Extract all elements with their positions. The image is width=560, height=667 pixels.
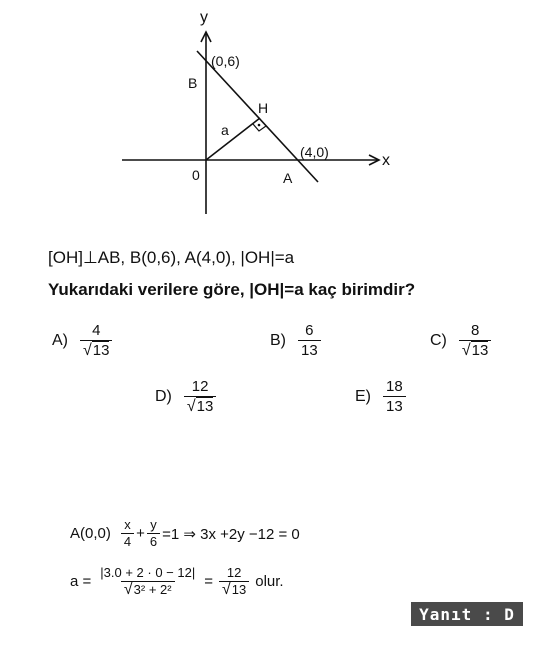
x-axis-label: x bbox=[382, 152, 390, 169]
sqrt-symbol: √ bbox=[83, 342, 92, 359]
problem-premise: [OH]⊥AB, B(0,6), A(4,0), |OH|=a bbox=[48, 248, 295, 267]
a-equals: a = bbox=[70, 573, 92, 590]
line-AB bbox=[197, 51, 318, 182]
point-H-label: H bbox=[258, 100, 269, 116]
fraction-x-over-4 bbox=[121, 518, 134, 549]
choice-label: A) bbox=[52, 331, 68, 349]
coordinate-figure bbox=[0, 0, 560, 240]
radicand: 13 bbox=[196, 398, 214, 415]
radicand: 13 bbox=[92, 342, 110, 359]
choice-label: B) bbox=[270, 331, 286, 349]
point-B-coord: (0,6) bbox=[211, 53, 240, 69]
choice-a[interactable] bbox=[52, 322, 112, 359]
numerator: 12 bbox=[191, 378, 209, 395]
right-angle-dot bbox=[258, 124, 261, 127]
choice-label: D) bbox=[155, 387, 172, 405]
choice-label: E) bbox=[355, 387, 371, 405]
choice-d[interactable] bbox=[155, 378, 216, 415]
segment-a-label: a bbox=[221, 122, 229, 138]
solution-start: A(0,0) bbox=[70, 525, 111, 542]
denominator: 13 bbox=[383, 396, 406, 415]
denominator bbox=[184, 396, 216, 415]
y-axis-label: y bbox=[200, 9, 208, 26]
choice-c[interactable] bbox=[430, 322, 491, 359]
denominator bbox=[459, 340, 491, 359]
numerator: 6 bbox=[305, 322, 314, 339]
numerator: x bbox=[124, 517, 131, 532]
point-A-label: A bbox=[283, 170, 293, 186]
radicand: 13 bbox=[471, 342, 489, 359]
denominator bbox=[219, 581, 249, 597]
denominator bbox=[80, 340, 112, 359]
choice-e[interactable] bbox=[355, 378, 406, 415]
fraction-y-over-6 bbox=[147, 518, 160, 549]
solution-line-2 bbox=[70, 566, 284, 597]
sqrt-symbol: √ bbox=[221, 581, 231, 598]
numerator: |3.0 + 2 · 0 − 12| bbox=[100, 565, 196, 580]
plus-sign: + bbox=[136, 525, 145, 542]
denominator: 6 bbox=[147, 533, 160, 549]
sqrt-symbol: √ bbox=[461, 342, 471, 359]
denominator: 13 bbox=[298, 340, 321, 359]
problem-question: Yukarıdaki verilere göre, |OH|=a kaç birimdir? bbox=[48, 280, 416, 299]
numerator: 8 bbox=[470, 322, 480, 339]
choice-fraction bbox=[383, 378, 406, 415]
point-A-coord: (4,0) bbox=[300, 144, 329, 160]
choice-label: C) bbox=[430, 331, 447, 349]
segment-OH bbox=[206, 118, 260, 160]
sqrt-symbol: √ bbox=[123, 581, 133, 598]
numerator: 4 bbox=[92, 322, 101, 339]
choice-b[interactable] bbox=[270, 322, 321, 359]
numerator: y bbox=[150, 517, 157, 532]
sqrt-symbol: √ bbox=[186, 398, 196, 415]
choice-fraction bbox=[184, 378, 216, 415]
olur-text: olur. bbox=[255, 573, 284, 590]
distance-fraction bbox=[97, 566, 198, 597]
radicand: 3² + 2² bbox=[133, 582, 172, 597]
choice-fraction bbox=[459, 322, 491, 359]
denominator: 4 bbox=[121, 533, 134, 549]
answer-badge: Yanıt : D bbox=[411, 602, 523, 626]
point-B-label: B bbox=[188, 75, 198, 91]
solution-line-1 bbox=[70, 518, 300, 549]
result-fraction bbox=[219, 566, 249, 597]
equals-sign: = bbox=[204, 573, 213, 590]
choice-fraction bbox=[80, 322, 112, 359]
denominator bbox=[121, 581, 175, 597]
line-equation: =1 ⇒ 3x +2y −12 = 0 bbox=[162, 525, 300, 543]
numerator: 18 bbox=[386, 378, 403, 395]
choice-fraction bbox=[298, 322, 321, 359]
origin-label: 0 bbox=[192, 167, 200, 183]
radicand: 13 bbox=[231, 582, 247, 597]
numerator: 12 bbox=[226, 565, 242, 580]
